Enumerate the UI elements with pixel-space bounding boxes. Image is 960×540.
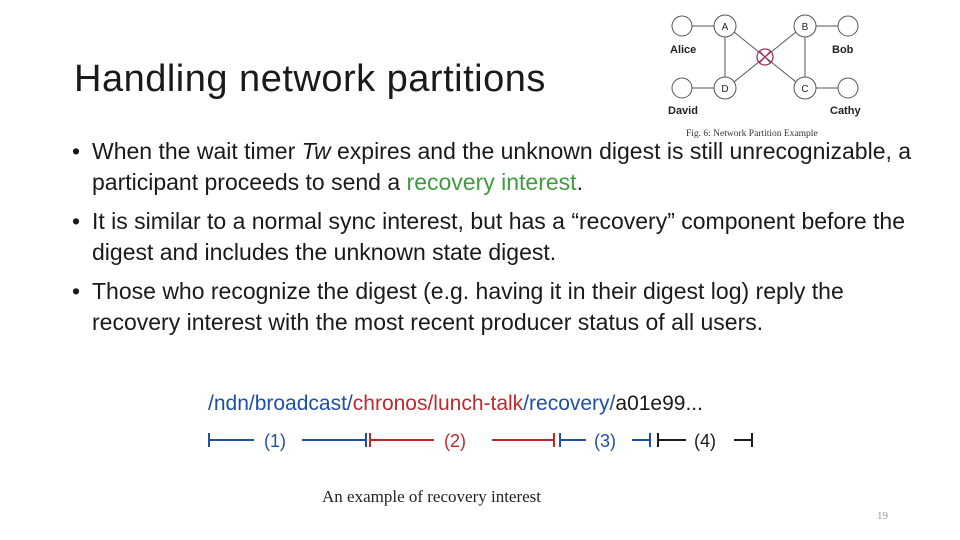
- network-diagram: [662, 6, 868, 146]
- recovery-interest-highlight: recovery interest: [406, 169, 577, 195]
- person-alice-label: Alice: [670, 44, 697, 56]
- segment-4-label: (4): [694, 431, 716, 451]
- bullet-item: [72, 206, 932, 268]
- interest-name: [208, 392, 703, 415]
- bullet-item: [72, 136, 932, 198]
- node-b-label: B: [801, 22, 809, 33]
- person-david-label: David: [668, 105, 698, 117]
- bullet-marker: •: [72, 208, 81, 234]
- figure-caption: Fig. 6: Network Partition Example: [686, 129, 818, 139]
- example-caption: An example of recovery interest: [322, 487, 542, 506]
- url-part-prefix: /ndn/broadcast/: [208, 392, 353, 415]
- bullet-marker: •: [72, 278, 81, 304]
- node-d-label: D: [721, 84, 729, 95]
- segment-2-label: (2): [444, 431, 466, 451]
- bullet-marker: •: [72, 138, 81, 164]
- bullet-text: .: [576, 169, 583, 195]
- bullet-text: expires and the unknown digest is still unrecognizable, a participant proceeds to send a: [92, 138, 912, 195]
- network-partition-figure: [662, 6, 868, 146]
- bullet-text: Those who recognize the digest (e.g. having it in their digest log) reply the recovery interest with the most recent producer status of all users.: [92, 278, 844, 335]
- bullet-item: [72, 276, 932, 338]
- person-bob-label: Bob: [832, 44, 854, 56]
- url-part-digest: a01e99...: [615, 392, 703, 415]
- node-cathy: [838, 78, 858, 98]
- node-c-label: C: [801, 84, 809, 95]
- node-alice: [672, 16, 692, 36]
- segment-3-label: (3): [594, 431, 616, 451]
- page-number: 19: [877, 510, 888, 522]
- node-a-label: A: [721, 22, 729, 33]
- slide-title: Handling network partitions: [74, 58, 546, 100]
- recovery-interest-example: [208, 386, 768, 516]
- bullet-list: [72, 136, 932, 346]
- url-part-recovery: /recovery/: [523, 392, 616, 415]
- person-cathy-label: Cathy: [830, 105, 861, 117]
- bullet-text: When the wait timer: [92, 138, 302, 164]
- recovery-interest-diagram: [208, 386, 768, 516]
- bullet-text: It is similar to a normal sync interest, but has a “recovery” component before the digest and includes the unknown state digest.: [92, 208, 906, 265]
- url-part-app: chronos/lunch-talk: [352, 392, 524, 415]
- node-david: [672, 78, 692, 98]
- timer-symbol: Tw: [301, 138, 331, 164]
- node-bob: [838, 16, 858, 36]
- segment-1-label: (1): [264, 431, 286, 451]
